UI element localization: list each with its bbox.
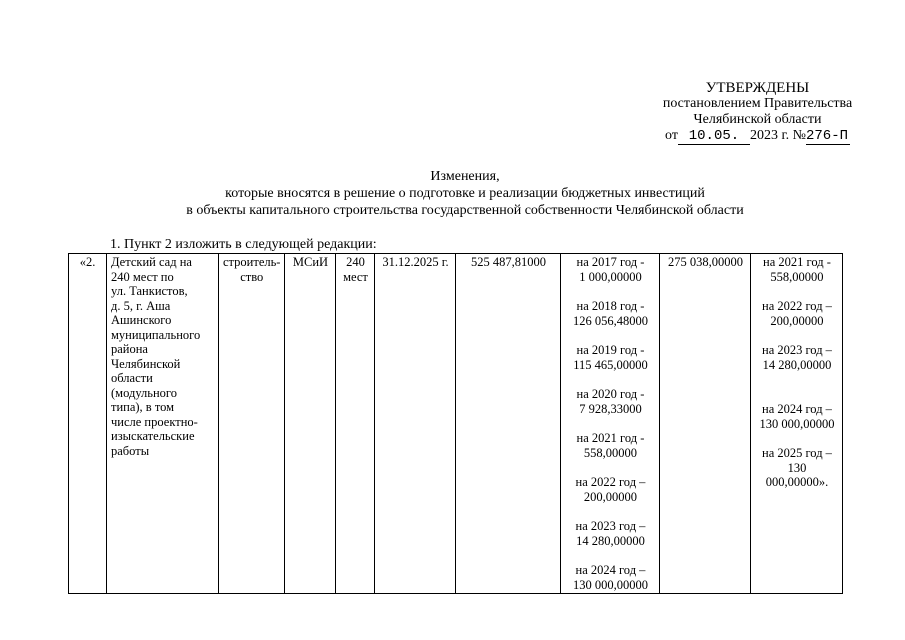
funding-limit-amount: 130 000,00000».	[765, 460, 829, 489]
funding-limit-amount: 14 280,00000	[762, 357, 832, 372]
investment-table	[68, 253, 843, 594]
name-line: изыскательские	[111, 429, 195, 443]
funding-year-label: на 2023 год –	[575, 519, 646, 533]
funding-year-amount: 14 280,00000	[576, 533, 645, 548]
funding-year-entry	[565, 387, 655, 416]
funding-year-amount: 126 056,48000	[572, 313, 648, 328]
name-line: ул. Танкистов,	[111, 284, 188, 298]
name-line: типа), в том	[111, 400, 175, 414]
approval-title: УТВЕРЖДЕНЫ	[705, 80, 810, 96]
document-heading	[150, 168, 780, 219]
funding-year-entry	[565, 563, 655, 592]
name-line: области	[111, 371, 153, 385]
object-name	[107, 254, 219, 594]
estimated-cost: 525 487,81000	[456, 254, 561, 594]
type-line: ство	[240, 269, 264, 284]
capacity-line: 240	[346, 255, 365, 269]
funding-limit-entry	[755, 343, 838, 372]
funding-year-amount: 130 000,00000	[572, 577, 648, 592]
capacity-line: мест	[343, 269, 368, 284]
name-line: числе проектно-	[111, 414, 198, 429]
funding-year-label: на 2022 год –	[575, 475, 646, 489]
funding-limit-label: на 2021 год -	[763, 255, 831, 269]
funding-limit-label: на 2024 год –	[762, 402, 832, 416]
funding-year-entry	[565, 343, 655, 372]
funding-year-label: на 2019 год -	[576, 343, 645, 357]
approval-line-1: постановлением Правительства	[662, 96, 853, 111]
funding-year-label: на 2017 год -	[576, 255, 645, 269]
funding-limit-label: на 2023 год –	[762, 343, 832, 357]
funding-limit-label: на 2022 год –	[762, 299, 832, 313]
heading-line-3: в объекты капитального строительства государственной собственности Челябинской области	[186, 203, 744, 218]
approval-line-2: Челябинской области	[693, 112, 822, 127]
approval-block	[620, 80, 895, 145]
name-line: муниципального	[111, 327, 201, 342]
funding-limit-entry	[755, 299, 838, 328]
funding-year-entry	[565, 299, 655, 328]
customer: МСиИ	[285, 254, 336, 594]
funding-year-label: на 2024 год –	[575, 563, 646, 577]
funding-year-label: на 2021 год -	[576, 431, 645, 445]
table-row	[69, 254, 843, 594]
name-line: Детский сад на	[111, 255, 192, 269]
approval-number: 276-П	[805, 128, 848, 144]
remaining-cost: 275 038,00000	[660, 254, 751, 594]
funding-year-amount: 7 928,33000	[579, 401, 642, 416]
heading-line-1: Изменения,	[430, 169, 500, 184]
name-line: (модульного	[111, 385, 177, 400]
funding-year-amount: 558,00000	[583, 445, 638, 460]
funding-year-entry	[565, 255, 655, 284]
name-line: 240 мест по	[111, 269, 174, 284]
funding-year-label: на 2018 год -	[576, 299, 645, 313]
funding-limits	[751, 254, 843, 594]
deadline: 31.12.2025 г.	[375, 254, 456, 594]
approval-date-line	[620, 128, 895, 145]
funding-year-entry	[565, 431, 655, 460]
funding-limit-label: на 2025 год –	[762, 446, 832, 460]
from-label: от	[665, 128, 678, 143]
name-line: работы	[111, 443, 150, 458]
row-number: «2.	[69, 254, 107, 594]
funding-limit-entry	[755, 402, 838, 431]
funding-year-amount: 1 000,00000	[579, 269, 642, 284]
funding-by-year	[561, 254, 660, 594]
funding-limit-entry	[755, 255, 838, 284]
funding-year-entry	[565, 519, 655, 548]
funding-limit-amount: 558,00000	[770, 269, 824, 284]
funding-year-amount: 115 465,00000	[573, 357, 648, 372]
funding-limit-entry	[755, 446, 838, 490]
name-line: д. 5, г. Аша	[111, 298, 171, 313]
name-line: Челябинской	[111, 356, 181, 371]
construction-type	[219, 254, 285, 594]
year-label: 2023 г. №	[749, 128, 806, 143]
heading-line-2: которые вносятся в решение о подготовке и реализации бюджетных инвестиций	[225, 186, 705, 201]
name-line: района	[111, 342, 148, 356]
approval-date: 10.05.	[678, 128, 750, 145]
funding-year-entry	[565, 475, 655, 504]
funding-year-amount: 200,00000	[583, 489, 638, 504]
point-text: 1. Пункт 2 изложить в следующей редакции:	[110, 237, 377, 252]
funding-limit-amount: 200,00000	[770, 313, 824, 328]
capacity	[336, 254, 375, 594]
name-line: Ашинского	[111, 313, 172, 327]
funding-limit-amount: 130 000,00000	[759, 416, 835, 431]
type-line: строитель-	[223, 255, 281, 269]
funding-year-label: на 2020 год -	[576, 387, 645, 401]
